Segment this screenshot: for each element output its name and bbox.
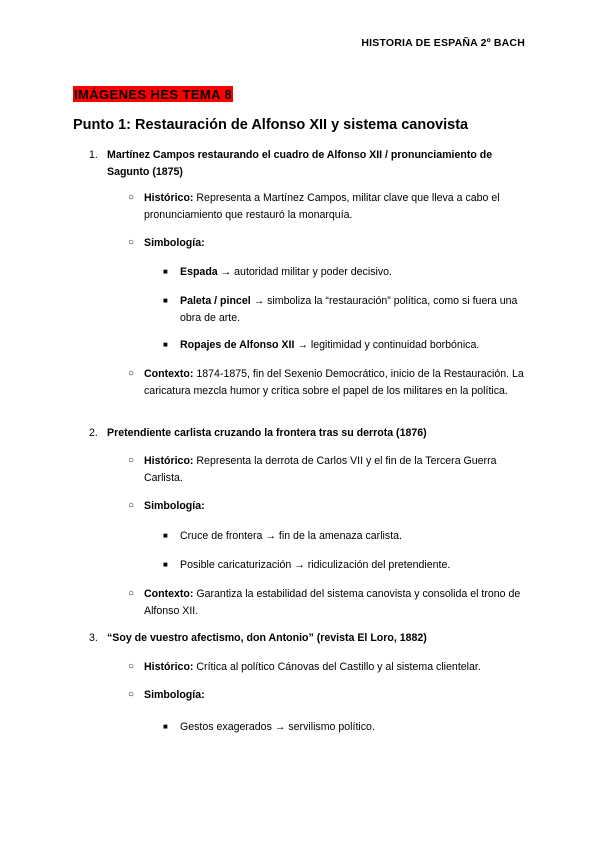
contexto-text: Garantiza la estabilidad del sistema canovista y consolida el trono de Alfonso XII. (144, 588, 521, 617)
symbol-text: → simboliza la “restauración” política, como si fuera una obra de arte. (180, 295, 518, 324)
item-1-contexto (144, 366, 530, 399)
square-bullet-icon: ■ (163, 560, 168, 569)
historico-label: Histórico: (144, 192, 194, 204)
circle-bullet-icon: ○ (128, 661, 135, 672)
circle-bullet-icon: ○ (128, 588, 135, 599)
circle-bullet-icon: ○ (128, 689, 135, 700)
symbol-term: Paleta / pincel (180, 295, 251, 307)
item-2-historico (144, 453, 524, 486)
item-1-symbol-1 (180, 264, 530, 281)
historico-label: Histórico: (144, 661, 194, 673)
item-2-title: Pretendiente carlista cruzando la frontera tras su derrota (1876) (107, 427, 427, 439)
page-header: HISTORIA DE ESPAÑA 2º BACH (361, 37, 525, 49)
contexto-label: Contexto: (144, 588, 194, 600)
item-1-symbol-2 (180, 293, 520, 326)
symbol-term: Ropajes de Alfonso XII (180, 339, 295, 351)
item-2-symbol-2 (180, 557, 530, 574)
circle-bullet-icon: ○ (128, 500, 135, 511)
square-bullet-icon: ■ (163, 267, 168, 276)
historico-text: Representa a Martínez Campos, militar clave que lleva a cabo el pronunciamiento que restauró la monarquía. (144, 192, 500, 221)
simbologia-label: Simbología: (144, 237, 205, 249)
historico-text: Representa la derrota de Carlos VII y el fin de la Tercera Guerra Carlista. (144, 455, 497, 484)
symbol-text: Gestos exagerados → servilismo político. (180, 721, 375, 733)
square-bullet-icon: ■ (163, 296, 168, 305)
item-2-symbol-1 (180, 528, 530, 545)
historico-text: Crítica al político Cánovas del Castillo y al sistema clientelar. (193, 661, 481, 673)
item-3-historico (144, 659, 530, 676)
item-3-title: “Soy de vuestro afectismo, don Antonio” (revista El Loro, 1882) (107, 632, 427, 644)
item-3-number: 3. (89, 632, 98, 644)
section-title: Punto 1: Restauración de Alfonso XII y sistema canovista (73, 117, 469, 133)
historico-label: Histórico: (144, 455, 194, 467)
square-bullet-icon: ■ (163, 531, 168, 540)
circle-bullet-icon: ○ (128, 192, 135, 203)
circle-bullet-icon: ○ (128, 368, 135, 379)
item-1-title: Martínez Campos restaurando el cuadro de Alfonso XII / pronunciamiento de Saguntо (1875) (107, 149, 493, 178)
item-2-number: 2. (89, 427, 98, 439)
contexto-label: Contexto: (144, 368, 194, 380)
contexto-text: 1874-1875, fin del Sexenio Democrático, inicio de la Restauración. La caricatura mezcla humor y crítica sobre el papel de los militares en la política. (144, 368, 524, 397)
item-3-symbol-1 (180, 719, 530, 736)
item-2-contexto (144, 586, 530, 619)
simbologia-label: Simbología: (144, 500, 205, 512)
symbol-text: → autoridad militar y poder decisivo. (217, 266, 392, 278)
simbologia-label: Simbología: (144, 689, 205, 701)
item-1-number: 1. (89, 149, 98, 161)
item-1-historico (144, 190, 529, 223)
circle-bullet-icon: ○ (128, 237, 135, 248)
symbol-text: Posible caricaturización → ridiculización del pretendiente. (180, 559, 451, 571)
square-bullet-icon: ■ (163, 722, 168, 731)
item-1-symbol-3 (180, 337, 530, 354)
symbol-text: Cruce de frontera → fin de la amenaza carlista. (180, 530, 402, 542)
symbol-text: → legitimidad y continuidad borbónica. (294, 339, 480, 351)
circle-bullet-icon: ○ (128, 455, 135, 466)
document-title: IMÁGENES HES TEMA 8 (74, 87, 233, 102)
square-bullet-icon: ■ (163, 340, 168, 349)
symbol-term: Espada (180, 266, 218, 278)
